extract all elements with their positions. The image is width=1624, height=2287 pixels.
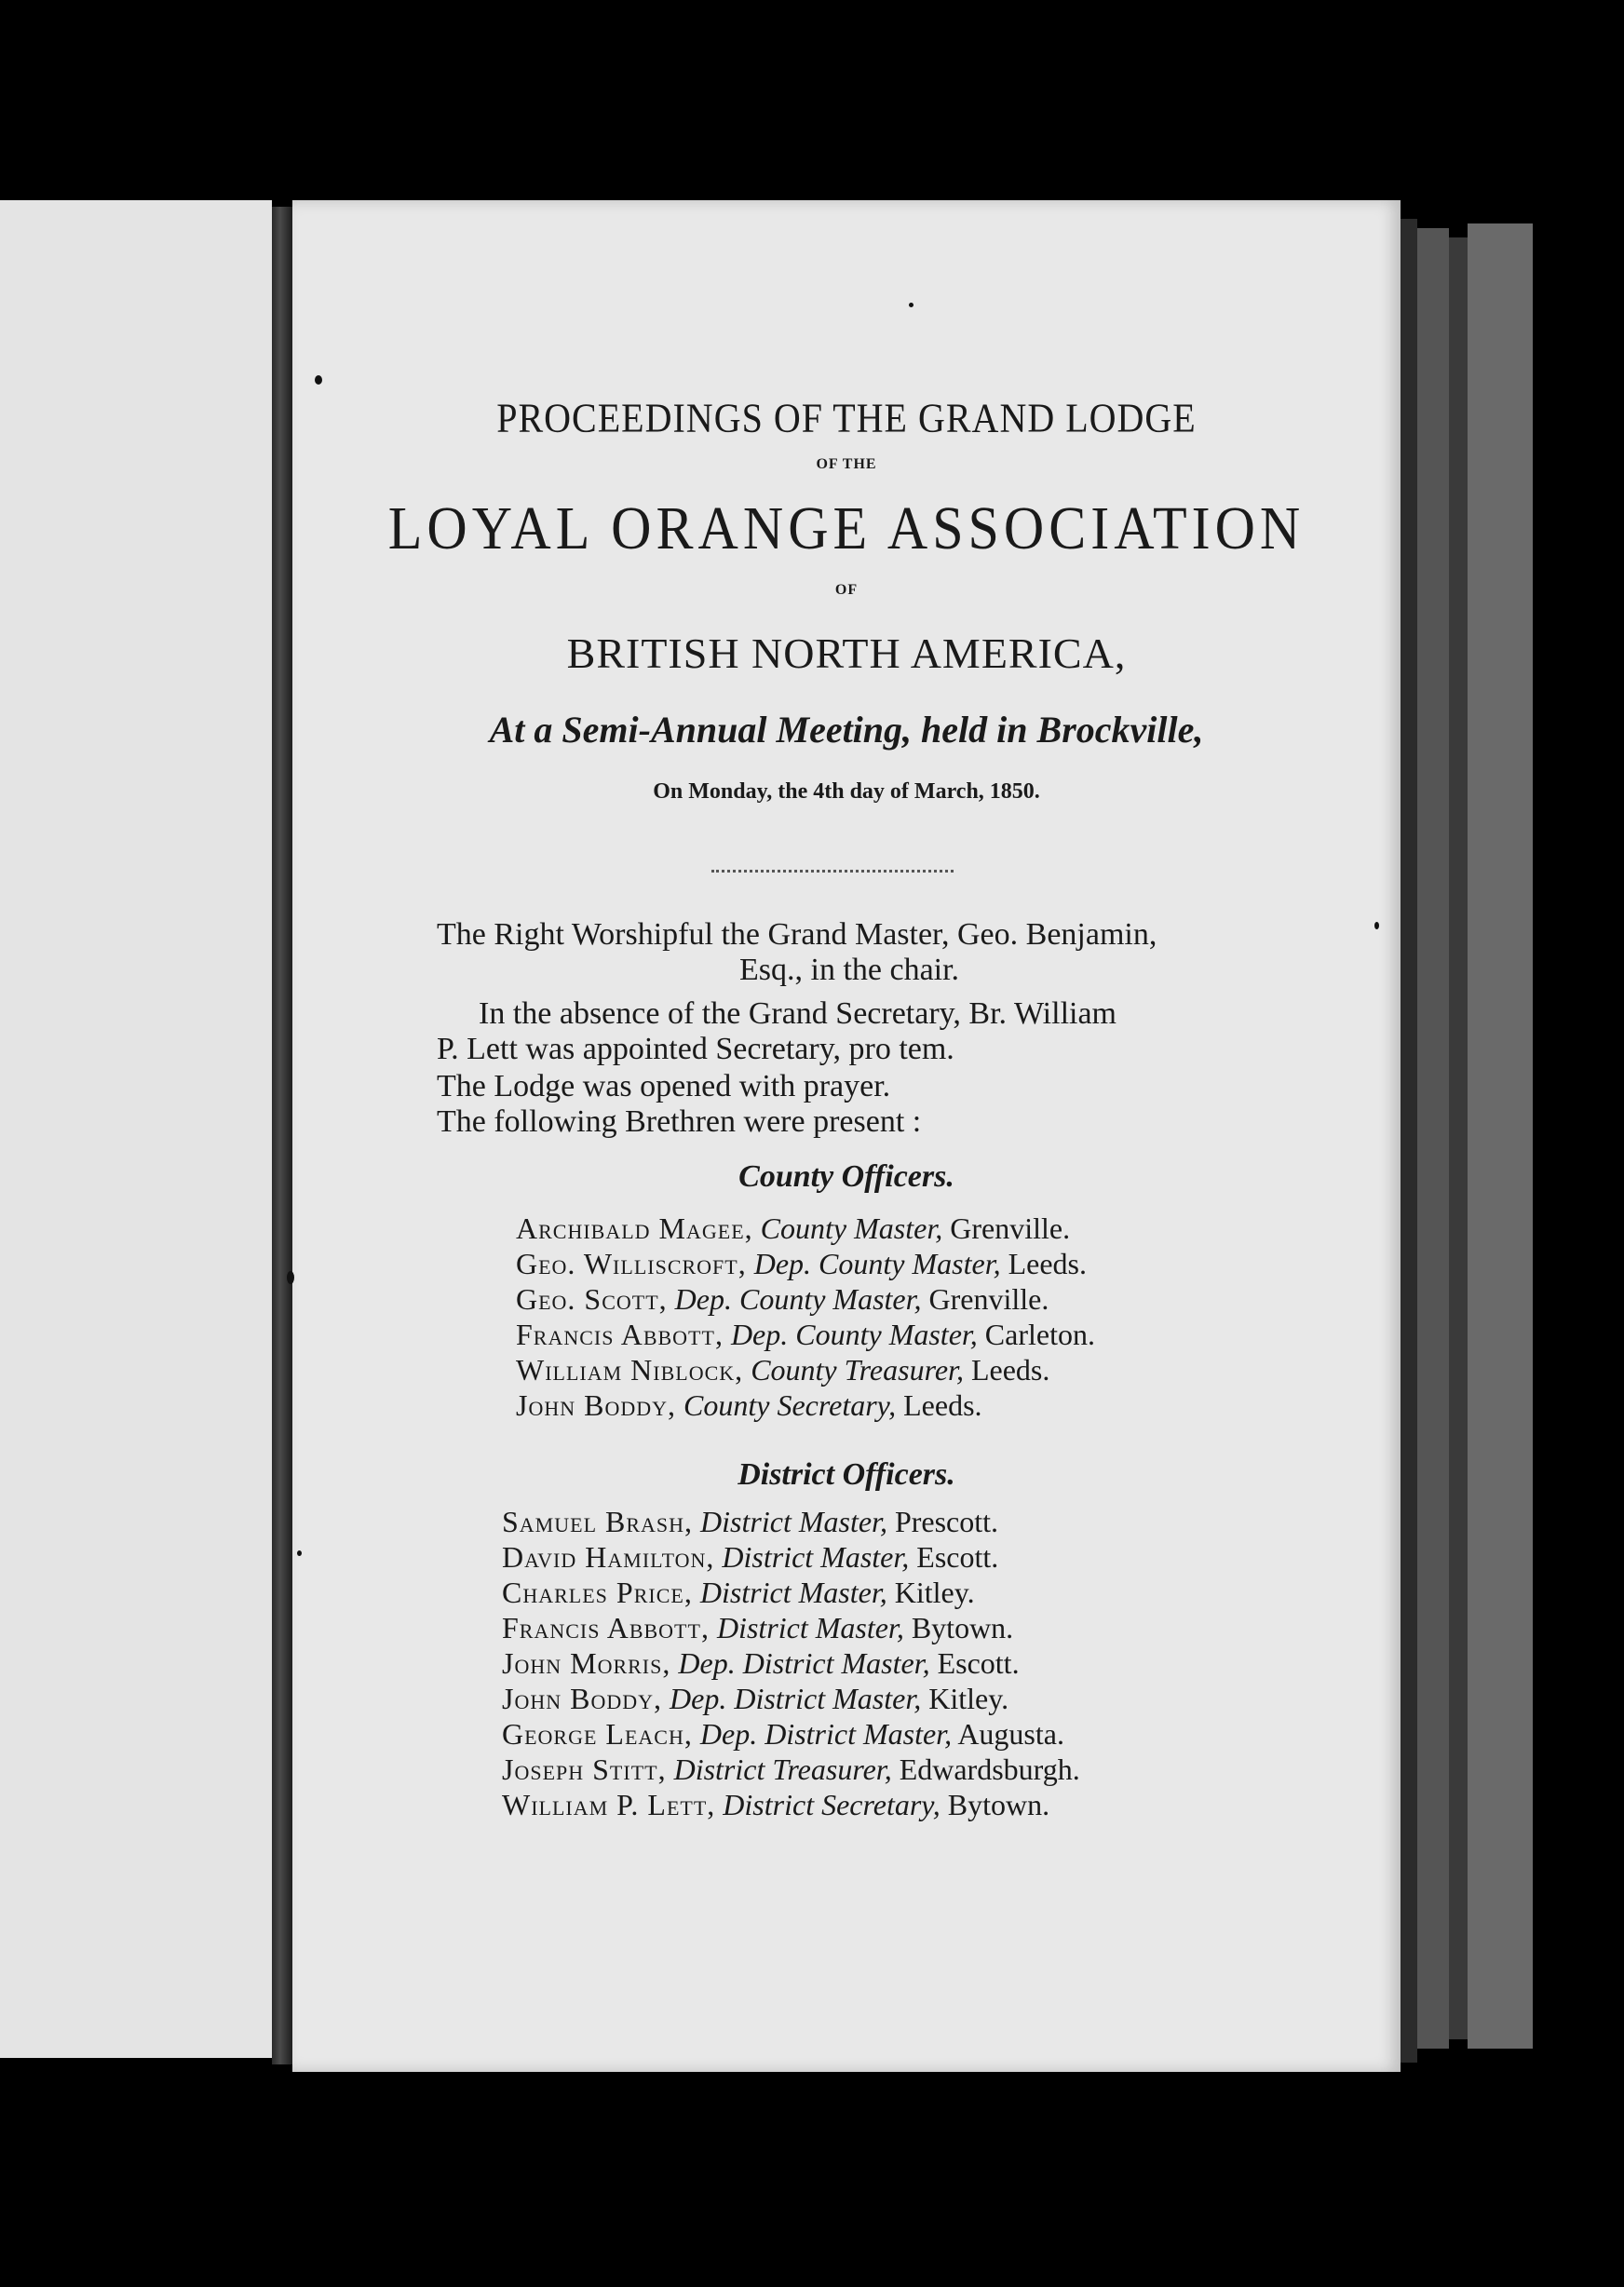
officer-title: Dep. County Master, <box>730 1318 978 1351</box>
list-item <box>502 1575 1080 1610</box>
officer-title: Dep. County Master, <box>753 1247 1001 1280</box>
paragraph-chair-2: Esq., in the chair. <box>739 953 960 987</box>
left-page <box>0 200 272 2058</box>
meeting-line: At a Semi-Annual Meeting, held in Brockville, <box>489 709 1204 751</box>
officer-place: Kitley. <box>894 1576 975 1609</box>
officer-title: District Master, <box>699 1576 887 1609</box>
right-page <box>292 200 1401 2072</box>
county-officers-list <box>516 1211 1095 1423</box>
title-line-5: BRITISH NORTH AMERICA, <box>566 629 1127 677</box>
officer-title: District Secretary, <box>723 1788 941 1821</box>
officer-name: Joseph Stitt, <box>502 1752 667 1786</box>
officer-name: Samuel Brash, <box>502 1505 694 1538</box>
officer-title: Dep. District Master, <box>678 1646 930 1680</box>
officer-name: George Leach, <box>502 1717 693 1751</box>
officer-name: David Hamilton, <box>502 1540 715 1574</box>
officer-place: Kitley. <box>928 1682 1009 1715</box>
list-item <box>502 1787 1080 1822</box>
officer-place: Prescott. <box>894 1505 999 1538</box>
ink-speck <box>287 1271 294 1284</box>
list-item <box>502 1504 1080 1539</box>
officer-title: District Master, <box>722 1540 910 1574</box>
officer-name: Archibald Magee, <box>516 1211 753 1245</box>
district-officers-list <box>502 1504 1080 1822</box>
ink-speck <box>297 1550 302 1556</box>
list-item <box>516 1352 1095 1387</box>
officer-name: William Niblock, <box>516 1353 744 1387</box>
title-line-2: OF THE <box>816 456 877 472</box>
page-edge <box>1449 237 1468 2039</box>
officer-title: County Master, <box>760 1211 943 1245</box>
book-gutter <box>272 207 292 2064</box>
officer-place: Escott. <box>916 1540 999 1574</box>
officer-name: Geo. Scott, <box>516 1282 668 1316</box>
officer-place: Augusta. <box>957 1717 1064 1751</box>
list-item <box>502 1610 1080 1645</box>
officer-place: Leeds. <box>903 1388 982 1422</box>
officer-name: William P. Lett, <box>502 1788 716 1821</box>
officer-name: Geo. Williscroft, <box>516 1247 747 1280</box>
paragraph-prayer: The Lodge was opened with prayer. <box>437 1069 891 1103</box>
officer-name: John Morris, <box>502 1646 671 1680</box>
officer-name: John Boddy, <box>516 1388 677 1422</box>
title-line-4: OF <box>834 582 859 598</box>
officer-place: Escott. <box>937 1646 1020 1680</box>
paragraph-present: The following Brethren were present : <box>437 1104 922 1139</box>
district-officers-heading: District Officers. <box>738 1457 955 1492</box>
ink-speck <box>909 303 914 307</box>
officer-title: District Master, <box>700 1505 887 1538</box>
list-item <box>502 1716 1080 1752</box>
officer-place: Grenville. <box>950 1211 1071 1245</box>
title-line-3: LOYAL ORANGE ASSOCIATION <box>387 494 1306 562</box>
paragraph-secretary-1: In the absence of the Grand Secretary, Br. William <box>479 996 1116 1031</box>
officer-name: Charles Price, <box>502 1576 693 1609</box>
officer-place: Bytown. <box>947 1788 1050 1821</box>
ink-speck <box>1374 922 1379 929</box>
officer-title: Dep. District Master, <box>670 1682 922 1715</box>
ornamental-rule <box>711 864 954 873</box>
officer-title: Dep. District Master, <box>699 1717 953 1751</box>
list-item <box>516 1281 1095 1317</box>
officer-title: County Secretary, <box>683 1388 897 1422</box>
officer-title: Dep. County Master, <box>674 1282 922 1316</box>
officer-place: Edwardsburgh. <box>899 1752 1080 1786</box>
officer-place: Leeds. <box>1008 1247 1087 1280</box>
ink-speck <box>315 375 322 385</box>
page-edge <box>1417 228 1449 2049</box>
list-item <box>502 1539 1080 1575</box>
officer-name: John Boddy, <box>502 1682 663 1715</box>
officer-title: County Treasurer, <box>751 1353 964 1387</box>
officer-title: District Master, <box>716 1611 904 1644</box>
officer-place: Leeds. <box>970 1353 1050 1387</box>
list-item <box>502 1681 1080 1716</box>
list-item <box>502 1645 1080 1681</box>
county-officers-heading: County Officers. <box>738 1159 954 1194</box>
list-item <box>516 1246 1095 1281</box>
page-edge <box>1401 219 1417 2063</box>
list-item <box>516 1211 1095 1246</box>
officer-place: Bytown. <box>911 1611 1014 1644</box>
officer-name: Francis Abbott, <box>516 1318 724 1351</box>
officer-name: Francis Abbott, <box>502 1611 710 1644</box>
officer-title: District Treasurer, <box>673 1752 892 1786</box>
book-cover-edge <box>1468 223 1533 2049</box>
paragraph-secretary-2: P. Lett was appointed Secretary, pro tem. <box>437 1032 954 1066</box>
list-item <box>502 1752 1080 1787</box>
list-item <box>516 1317 1095 1352</box>
officer-place: Grenville. <box>928 1282 1049 1316</box>
officer-place: Carleton. <box>984 1318 1095 1351</box>
title-line-1: PROCEEDINGS OF THE GRAND LODGE <box>496 394 1197 441</box>
list-item <box>516 1387 1095 1423</box>
paragraph-chair-1: The Right Worshipful the Grand Master, Geo. Benjamin, <box>437 917 1157 952</box>
date-line: On Monday, the 4th day of March, 1850. <box>653 779 1040 804</box>
